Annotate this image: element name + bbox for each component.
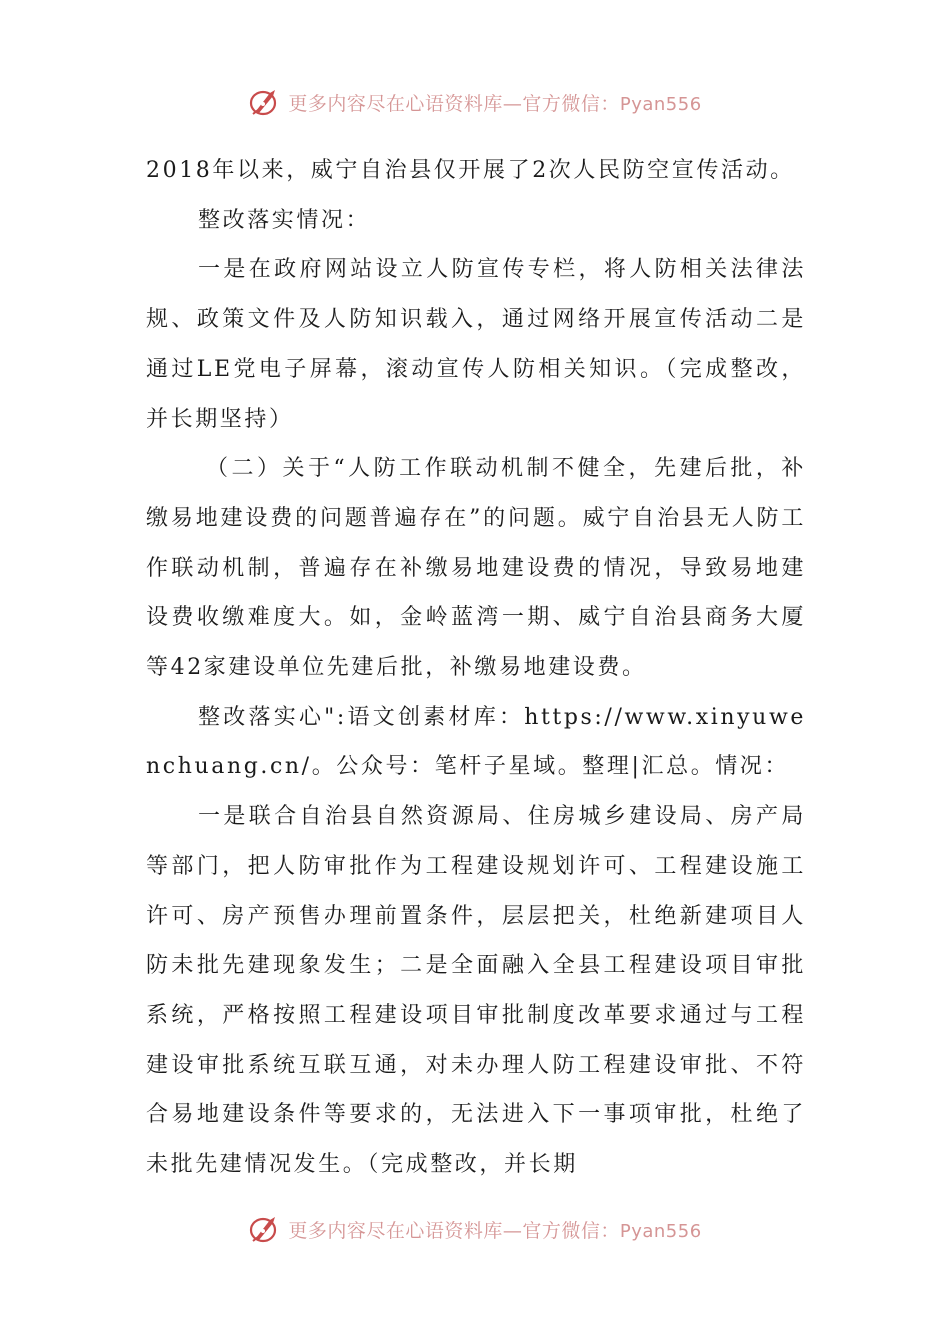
- header-banner-text: [288, 89, 701, 116]
- document-body: [146, 146, 806, 1190]
- paragraph-2: 整改落实情况：: [198, 207, 371, 233]
- header-banner-inner: [248, 87, 701, 117]
- pen-nib-logo-icon: [248, 87, 282, 117]
- paragraph-4: （二）关于“人防工作联动机制不健全，先建后批，补缴易地建设费的问题普遍存在”的问题。威宁自治县无人防工作联动机制，普遍存在补缴易地建设费的情况，导致易地建设费收缴难度大。如，金岭蓝湾一期、威宁自治县商务大厦等42家建设单位先建后批，补缴易地建设费。: [146, 456, 806, 681]
- footer-wechat-id: Pyan556: [619, 1220, 702, 1242]
- paragraph-3: 一是在政府网站设立人防宣传专栏，将人防相关法律法规、政策文件及人防知识载入，通过网络开展宣传活动二是通过LE党电子屏幕，滚动宣传人防相关知识。（完成整改，并长期坚持）: [146, 257, 806, 432]
- footer-banner: [0, 1209, 950, 1249]
- footer-banner-inner: [248, 1214, 701, 1244]
- footer-banner-text: [288, 1216, 701, 1243]
- header-banner-label: 更多内容尽在心语资料库—官方微信：: [288, 92, 620, 115]
- paragraph-6: 一是联合自治县自然资源局、住房城乡建设局、房产局等部门，把人防审批作为工程建设规划许可、工程建设施工许可、房产预售办理前置条件，层层把关，杜绝新建项目人防未批先建现象发生；二是全面融入全县工程建设项目审批系统，严格按照工程建设项目审批制度改革要求通过与工程建设审批系统互联互通，对未办理人防工程建设审批、不符合易地建设条件等要求的，无法进入下一事项审批，杜绝了未批先建情况发生。（完成整改，并长期: [146, 804, 806, 1178]
- header-wechat-id: Pyan556: [619, 93, 702, 115]
- paragraph-5: 整改落实心":语文创素材库：https://www.xinyuwenchuang.cn/。公众号：笔杆子星域。整理|汇总。情况：: [146, 704, 806, 780]
- paragraph-1: 2018年以来，威宁自治县仅开展了2次人民防空宣传活动。: [146, 158, 795, 183]
- pen-nib-logo-icon: [248, 1214, 282, 1244]
- footer-banner-label: 更多内容尽在心语资料库—官方微信：: [288, 1219, 620, 1242]
- header-banner: [0, 82, 950, 122]
